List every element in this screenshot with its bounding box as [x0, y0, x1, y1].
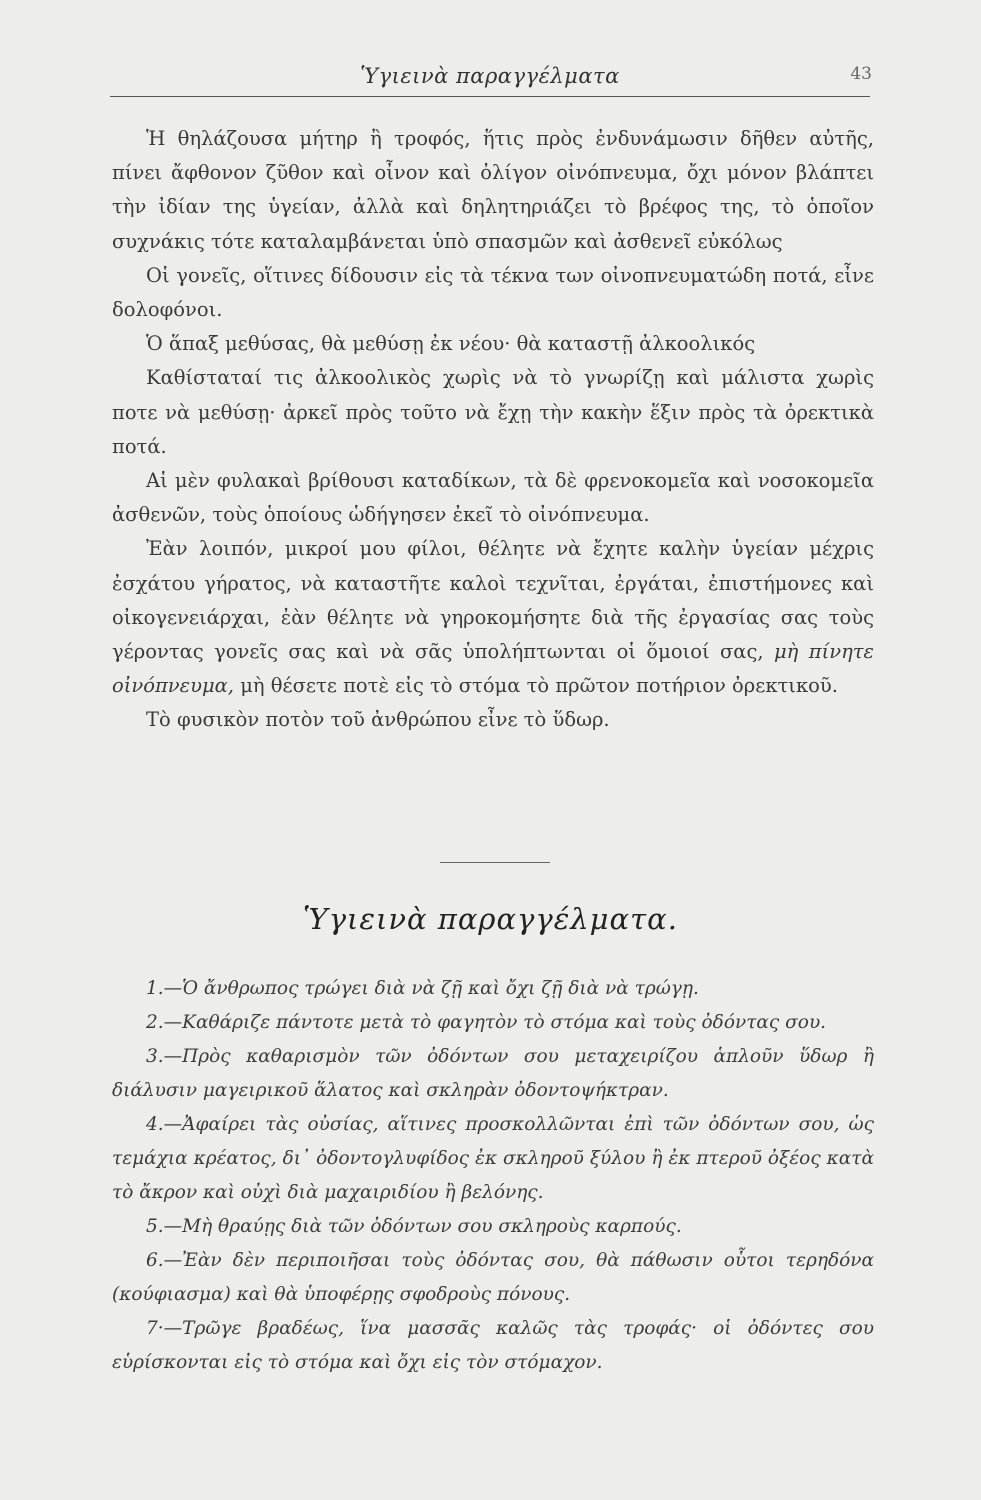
paragraph-once-drunk: Ὁ ἅπαξ μεθύσας, θὰ μεθύσῃ ἐκ νέου· θὰ καταστῇ ἀλκοολικός: [146, 332, 756, 356]
hygiene-rules-list: [112, 972, 874, 1380]
paragraph-nursing-mother: Ἡ θηλάζουσα μήτηρ ἢ τροφός, ἥτις πρὸς ἐνδυνάμωσιν δῆθεν αὐτῆς, πίνει ἄφθονον ζῦθον καὶ οἶνον καὶ ὀλίγον οἰνόπνευμα, ὄχι μόνον βλάπτει τὴν ἰδίαν της ὑγείαν, ἀλλὰ καὶ δηλητηριάζει τὸ βρέφος της, τὸ ὁποῖον συχνάκις τότε καταλαμβάνεται ὑπὸ σπασμῶν καὶ ἀσθενεῖ εὐκόλως: [112, 127, 874, 253]
paragraph-prisons: Αἱ μὲν φυλακαὶ βρίθουσι καταδίκων, τὰ δὲ φρενοκομεῖα καὶ νοσοκομεῖα ἀσθενῶν, τοὺς ὁποίους ὡδήγησεν ἐκεῖ τὸ οἰνόπνευμα.: [112, 469, 874, 527]
emphasis-do-not-drink: μὴ πίνητε οἰνόπνευμα,: [112, 640, 875, 698]
rule-item: 1.—Ὁ ἄνθρωπος τρώγει διὰ νὰ ζῇ καὶ ὄχι ζῇ διὰ νὰ τρώγῃ.: [146, 978, 699, 999]
section-divider: [440, 862, 550, 863]
paragraph-water: Τὸ φυσικὸν ποτὸν τοῦ ἀνθρώπου εἶνε τὸ ὕδωρ.: [146, 708, 610, 732]
paragraph-young-friends-part-a: Ἐὰν λοιπόν, μικροί μου φίλοι, θέλητε νὰ ἔχητε καλὴν ὑγείαν μέχρις ἐσχάτου γήρατος, νὰ καταστῆτε καλοὶ τεχνῖται, ἐργάται, ἐπιστήμονες καὶ οἰκογενειάρχαι, ἐὰν θέλητε νὰ γηροκομήσητε διὰ τῆς ἐργασίας σας τοὺς γέροντας γονεῖς σας καὶ νὰ σᾶς ὑπολήπτωνται οἱ ὅμοιοί σας,: [112, 537, 874, 664]
body-text: [112, 122, 874, 738]
rule-item: 5.—Μὴ θραύῃς διὰ τῶν ὀδόντων σου σκληροὺς καρπούς.: [146, 1216, 682, 1237]
section-heading: Ὑγιεινὰ παραγγέλματα.: [303, 902, 678, 936]
running-header: [110, 62, 870, 97]
rule-item: 6.—Ἐὰν δὲν περιποιῆσαι τοὺς ὀδόντας σου, θὰ πάθωσιν οὗτοι τερηδόνα (κούφιασμα) καὶ θὰ ὑποφέρῃς σφοδροὺς πόνους.: [112, 1250, 874, 1305]
rule-item: 7·—Τρῶγε βραδέως, ἵνα μασσᾶς καλῶς τὰς τροφάς· οἱ ὀδόντες σου εὑρίσκονται εἰς τὸ στόμα καὶ ὄχι εἰς τὸν στόμαχον.: [112, 1318, 874, 1373]
running-title: Ὑγιεινὰ παραγγέλματα: [360, 64, 620, 88]
paragraph-young-friends: [112, 532, 874, 703]
paragraph-becoming-alcoholic: Καθίσταταί τις ἀλκοολικὸς χωρὶς νὰ τὸ γνωρίζῃ καὶ μάλιστα χωρὶς ποτε νὰ μεθύσῃ· ἀρκεῖ πρὸς τοῦτο νὰ ἔχῃ τὴν κακὴν ἕξιν πρὸς τὰ ὀρεκτικὰ ποτά.: [112, 366, 874, 458]
paragraph-young-friends-part-b: μὴ θέσετε ποτὲ εἰς τὸ στόμα τὸ πρῶτον ποτήριον ὀρεκτικοῦ.: [240, 674, 838, 698]
page-number: 43: [850, 64, 872, 84]
rule-item: 4.—Ἀφαίρει τὰς οὐσίας, αἵτινες προσκολλῶνται ἐπὶ τῶν ὀδόντων σου, ὡς τεμάχια κρέατος, δι᾽ ὀδοντογλυφίδος ἐκ σκληροῦ ξύλου ἢ ἐκ πτεροῦ ὀξέος κατὰ τὸ ἄκρον καὶ οὐχὶ διὰ μαχαιριδίου ἢ βελόνης.: [112, 1114, 874, 1203]
rule-item: 3.—Πρὸς καθαρισμὸν τῶν ὀδόντων σου μεταχειρίζου ἁπλοῦν ὕδωρ ἢ διάλυσιν μαγειρικοῦ ἅλατος καὶ σκληρὰν ὀδοντοψήκτραν.: [112, 1046, 874, 1101]
rule-item: 2.—Καθάριζε πάντοτε μετὰ τὸ φαγητὸν τὸ στόμα καὶ τοὺς ὀδόντας σου.: [146, 1012, 827, 1033]
paragraph-parents: Οἱ γονεῖς, οἵτινες δίδουσιν εἰς τὰ τέκνα των οἰνοπνευματώδη ποτά, εἶνε δολοφόνοι.: [112, 263, 874, 322]
